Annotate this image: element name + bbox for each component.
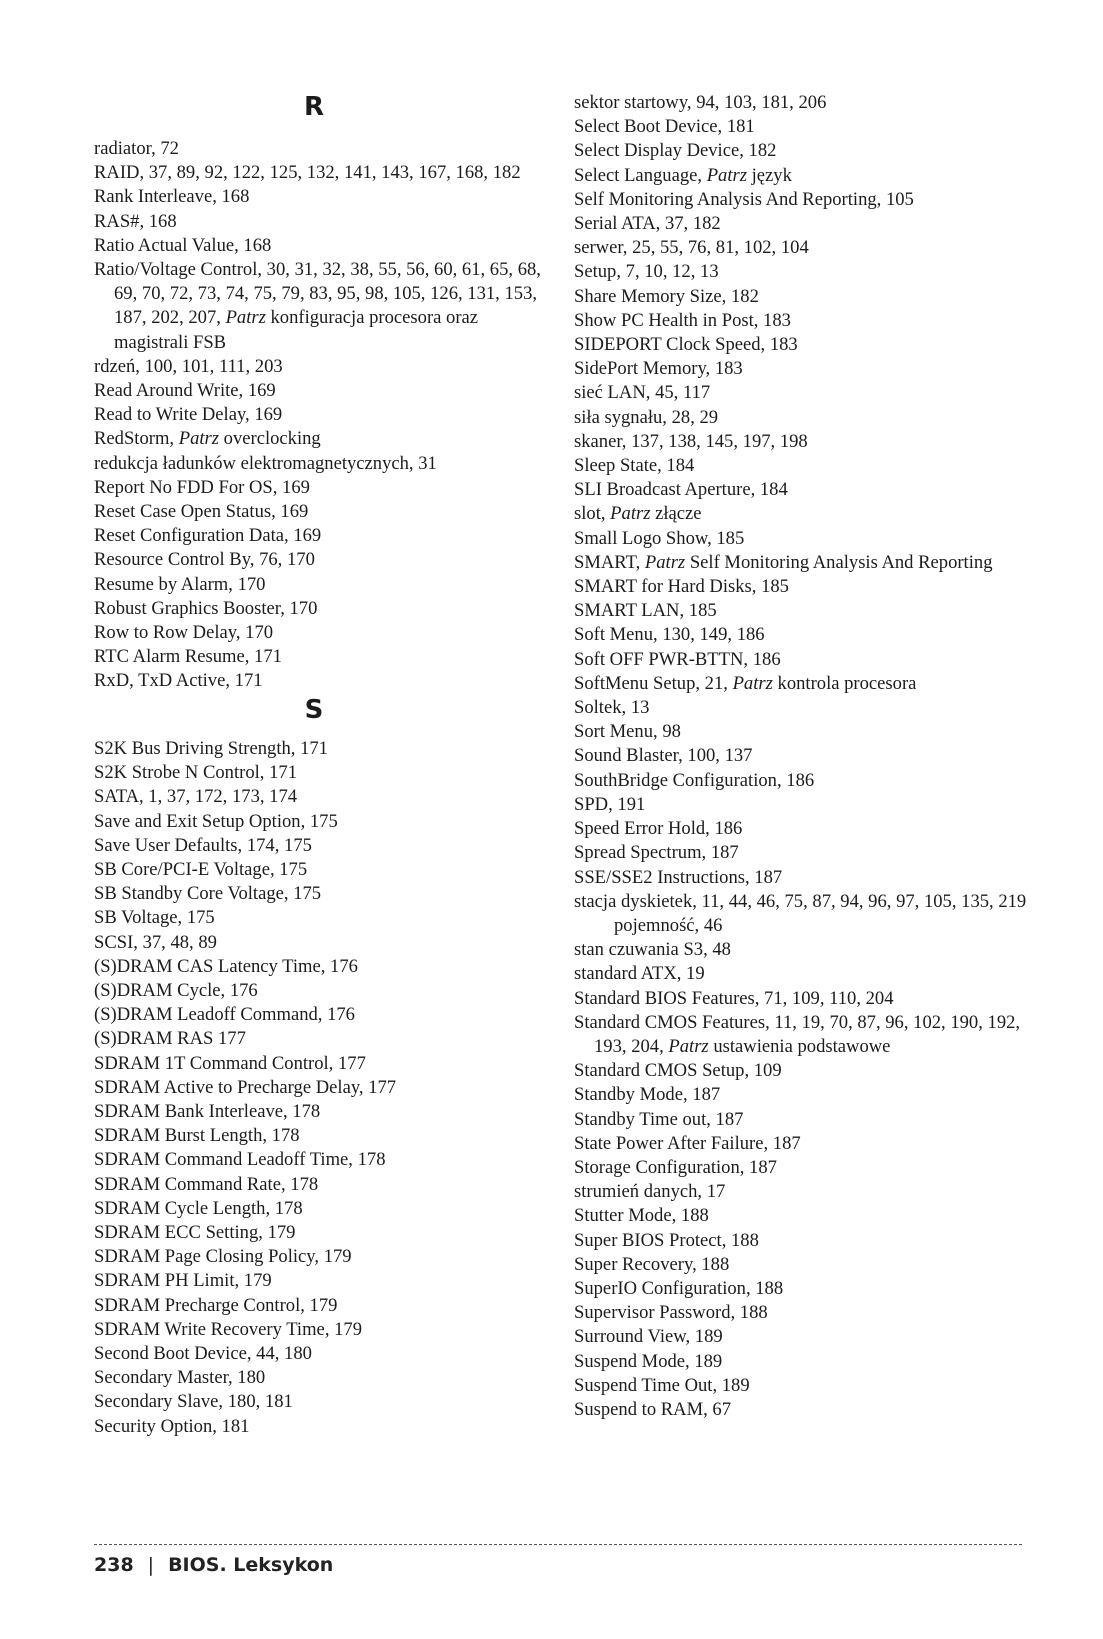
index-entry (94, 379, 544, 403)
index-subentry (574, 914, 1054, 938)
index-entry (574, 793, 1034, 817)
index-entry (94, 1197, 544, 1221)
index-entry (94, 645, 544, 669)
index-entry (94, 524, 544, 548)
index-entry (574, 454, 1034, 478)
entry-text: standard ATX, 19 (574, 963, 705, 985)
index-entry (574, 987, 1034, 1011)
entry-text: Suspend to RAM, 67 (574, 1398, 732, 1420)
index-entry (94, 1173, 544, 1197)
index-entry (94, 906, 544, 930)
entry-text: Sort Menu, 98 (574, 721, 681, 743)
entry-text: Super BIOS Protect, 188 (574, 1229, 759, 1251)
entry-text: Suspend Mode, 189 (574, 1350, 723, 1372)
index-entry (574, 938, 1034, 962)
index-entry (574, 1059, 1034, 1083)
index-entry (94, 1148, 544, 1172)
index-entry (574, 164, 1034, 188)
index-entry (574, 381, 1034, 405)
entry-text: SMART LAN, 185 (574, 600, 717, 622)
index-entry (94, 931, 544, 955)
see-target: język (746, 164, 792, 186)
index-entry (94, 597, 544, 621)
index-entry (94, 669, 544, 693)
entry-text: SMART for Hard Disks, 185 (574, 576, 789, 598)
index-entry (574, 527, 1034, 551)
index-entry (574, 599, 1034, 623)
entry-text: Show PC Health in Post, 183 (574, 309, 791, 331)
index-entry (574, 962, 1034, 986)
entry-text: radiator, 72 (94, 138, 179, 159)
index-entry (574, 575, 1034, 599)
entry-text: SDRAM Cycle Length, 178 (94, 1197, 303, 1219)
entry-text: SDRAM Precharge Control, 179 (94, 1294, 338, 1316)
entry-text: Save User Defaults, 174, 175 (94, 834, 312, 856)
see-reference: Patrz (610, 503, 651, 525)
index-entry (94, 1269, 544, 1293)
index-entry (574, 890, 1034, 914)
index-entry (94, 1100, 544, 1124)
entry-text: Small Logo Show, 185 (574, 527, 745, 549)
entry-text: (S)DRAM RAS 177 (94, 1028, 246, 1050)
footer-separator: | (147, 1554, 155, 1576)
index-entry (94, 737, 544, 761)
entry-text: Save and Exit Setup Option, 175 (94, 810, 338, 832)
index-entry (94, 785, 544, 809)
index-entry (94, 882, 544, 906)
index-entry (574, 1398, 1034, 1422)
index-entry (574, 1204, 1034, 1228)
index-entry (574, 139, 1034, 163)
index-entry (574, 1277, 1034, 1301)
index-entry (574, 1132, 1034, 1156)
entry-text: SDRAM Burst Length, 178 (94, 1125, 300, 1147)
index-entry (574, 672, 1034, 696)
entry-text: SDRAM ECC Setting, 179 (94, 1222, 296, 1244)
entry-text: Select Language, (574, 164, 707, 186)
index-entry (574, 1301, 1034, 1325)
see-reference: Patrz (178, 428, 220, 450)
index-entry (94, 1221, 544, 1245)
index-entry (94, 834, 544, 858)
entry-text: Suspend Time Out, 189 (574, 1374, 750, 1396)
entry-text: Share Memory Size, 182 (574, 285, 759, 307)
entry-text: S2K Strobe N Control, 171 (94, 762, 297, 784)
index-entry (94, 210, 544, 234)
entry-text: redukcja ładunków elektromagnetycznych, 31 (94, 452, 437, 474)
see-target: ustawienia podstawowe (708, 1035, 891, 1057)
entry-text: (S)DRAM Leadoff Command, 176 (94, 1004, 355, 1026)
index-entry (574, 478, 1034, 502)
index-entry (574, 866, 1034, 890)
entry-text: Sound Blaster, 100, 137 (574, 745, 753, 767)
index-entry (94, 1390, 544, 1414)
index-entry (94, 1318, 544, 1342)
index-entry (94, 403, 544, 427)
entry-text: siła sygnału, 28, 29 (574, 406, 719, 428)
entry-text: SCSI, 37, 48, 89 (94, 931, 217, 953)
section-heading-r: R (303, 92, 325, 122)
entry-text: Read to Write Delay, 169 (94, 404, 283, 426)
see-target: złącze (650, 503, 702, 525)
index-entry (94, 500, 544, 524)
index-entry (94, 621, 544, 645)
see-target: Self Monitoring Analysis And Reporting (685, 551, 993, 573)
index-entry (94, 258, 544, 355)
entry-text: Standby Mode, 187 (574, 1084, 721, 1106)
index-entry (94, 161, 544, 185)
entry-text: SDRAM Active to Precharge Delay, 177 (94, 1076, 397, 1098)
index-entry (94, 185, 544, 209)
index-entry (94, 1342, 544, 1366)
index-entry (94, 1124, 544, 1148)
index-entry (94, 1003, 544, 1027)
index-entry (94, 979, 544, 1003)
entry-text: Spread Spectrum, 187 (574, 842, 739, 864)
entry-text: Supervisor Password, 188 (574, 1302, 768, 1324)
see-reference: Patrz (225, 307, 266, 329)
entry-text: RAID, 37, 89, 92, 122, 125, 132, 141, 143, 167, 168, 182 (94, 162, 521, 184)
see-target: overclocking (219, 428, 321, 450)
entry-text: SidePort Memory, 183 (574, 358, 743, 380)
entry-text: slot, (574, 503, 611, 525)
entry-text: rdzeń, 100, 101, 111, 203 (94, 355, 283, 377)
entry-text: Sleep State, 184 (574, 455, 695, 477)
entry-text: (S)DRAM Cycle, 176 (94, 980, 258, 1002)
index-entry (94, 858, 544, 882)
entry-text: Secondary Slave, 180, 181 (94, 1391, 293, 1413)
entry-text: stacja dyskietek, 11, 44, 46, 75, 87, 94, 96, 97, 105, 135, 219 (574, 890, 1027, 912)
index-entry (574, 1156, 1034, 1180)
index-entry (94, 427, 544, 451)
entry-text: Super Recovery, 188 (574, 1253, 730, 1275)
entry-text: skaner, 137, 138, 145, 197, 198 (574, 430, 808, 452)
entry-text: SDRAM 1T Command Control, 177 (94, 1052, 366, 1074)
index-entry (94, 1076, 544, 1100)
page-footer (94, 1554, 333, 1576)
entry-text: Soft Menu, 130, 149, 186 (574, 624, 765, 646)
index-entry (574, 648, 1034, 672)
see-reference: Patrz (706, 164, 747, 186)
index-entry (574, 188, 1034, 212)
see-target: kontrola procesora (772, 672, 917, 694)
index-entry (574, 1108, 1034, 1132)
entry-text: SDRAM Command Rate, 178 (94, 1173, 319, 1195)
entry-text: Standby Time out, 187 (574, 1108, 744, 1130)
index-entry (574, 1083, 1034, 1107)
entry-text: Robust Graphics Booster, 170 (94, 597, 318, 619)
index-entry (94, 955, 544, 979)
entry-text: State Power After Failure, 187 (574, 1132, 801, 1154)
entry-text: SB Standby Core Voltage, 175 (94, 883, 322, 905)
index-entry (574, 817, 1034, 841)
index-entry (94, 452, 544, 476)
index-entry (574, 333, 1034, 357)
index-entry (94, 1294, 544, 1318)
see-target: konfiguracja procesora oraz magistrali FSB (114, 307, 479, 353)
index-entry (574, 212, 1034, 236)
index-entry (574, 236, 1034, 260)
entry-text: Ratio/Voltage Control, 30, 31, 32, 38, 55, 56, 60, 61, 65, 68, 69, 70, 72, 73, 74, 75, 79, 83, 95, 98, 105, 126, 131, 153, 187, 202, 207, (94, 259, 541, 329)
index-entry (94, 234, 544, 258)
index-entry (574, 430, 1034, 454)
entry-text: SB Voltage, 175 (94, 907, 215, 929)
section-heading-s: S (304, 695, 324, 725)
entry-text: SDRAM Page Closing Policy, 179 (94, 1246, 352, 1268)
entry-text: Serial ATA, 37, 182 (574, 213, 721, 235)
footer-rule (94, 1544, 1022, 1545)
entry-text: SPD, 191 (574, 793, 646, 815)
entry-text: Speed Error Hold, 186 (574, 818, 743, 840)
index-list-r (94, 137, 544, 694)
index-entry (574, 1374, 1034, 1398)
entry-text: Select Display Device, 182 (574, 140, 777, 162)
entry-text: Soft OFF PWR-BTTN, 186 (574, 648, 781, 670)
index-entry (574, 115, 1034, 139)
entry-text: RxD, TxD Active, 171 (94, 670, 263, 692)
index-entry (574, 309, 1034, 333)
index-entry (574, 720, 1034, 744)
entry-text: SATA, 1, 37, 172, 173, 174 (94, 786, 298, 808)
entry-text: SMART, (574, 551, 645, 573)
entry-text: SDRAM PH Limit, 179 (94, 1270, 272, 1292)
index-entry (574, 260, 1034, 284)
entry-text: Security Option, 181 (94, 1415, 250, 1437)
book-title: BIOS. Leksykon (168, 1554, 334, 1576)
index-entry (574, 841, 1034, 865)
index-entry (94, 810, 544, 834)
index-entry (94, 573, 544, 597)
entry-text: strumień danych, 17 (574, 1181, 726, 1203)
entry-text: Storage Configuration, 187 (574, 1156, 777, 1178)
entry-text: Rank Interleave, 168 (94, 186, 250, 208)
index-entry (574, 769, 1034, 793)
index-entry (94, 1052, 544, 1076)
index-entry (574, 1350, 1034, 1374)
index-entry (94, 761, 544, 785)
entry-text: Secondary Master, 180 (94, 1367, 266, 1389)
index-entry (574, 696, 1034, 720)
entry-text: Surround View, 189 (574, 1326, 723, 1348)
index-entry (94, 1027, 544, 1051)
entry-text: Self Monitoring Analysis And Reporting, 105 (574, 188, 914, 210)
entry-text: Report No FDD For OS, 169 (94, 476, 310, 498)
index-entry (574, 623, 1034, 647)
entry-text: sieć LAN, 45, 117 (574, 382, 711, 404)
entry-text: Reset Case Open Status, 169 (94, 501, 309, 523)
index-entry (574, 357, 1034, 381)
index-entry (574, 91, 1034, 115)
entry-text: SuperIO Configuration, 188 (574, 1277, 784, 1299)
entry-text: Standard BIOS Features, 71, 109, 110, 204 (574, 987, 894, 1009)
index-entry (574, 406, 1034, 430)
index-entry (574, 1011, 1034, 1059)
entry-text: sektor startowy, 94, 103, 181, 206 (574, 92, 827, 113)
index-entry (574, 1180, 1034, 1204)
entry-text: SIDEPORT Clock Speed, 183 (574, 334, 798, 356)
entry-text: (S)DRAM CAS Latency Time, 176 (94, 955, 358, 977)
entry-text: RAS#, 168 (94, 210, 177, 232)
index-entry (574, 1253, 1034, 1277)
index-list-s-continued (574, 91, 1044, 1422)
index-entry (574, 285, 1034, 309)
index-entry (94, 1245, 544, 1269)
index-entry (574, 1325, 1034, 1349)
index-entry (94, 355, 544, 379)
entry-text: RTC Alarm Resume, 171 (94, 646, 282, 668)
entry-text: Stutter Mode, 188 (574, 1205, 709, 1227)
entry-text: SDRAM Command Leadoff Time, 178 (94, 1149, 386, 1171)
index-entry (94, 476, 544, 500)
entry-text: Select Boot Device, 181 (574, 116, 755, 138)
entry-text: Ratio Actual Value, 168 (94, 234, 272, 256)
entry-text: serwer, 25, 55, 76, 81, 102, 104 (574, 237, 809, 259)
entry-text: Second Boot Device, 44, 180 (94, 1343, 312, 1365)
index-entry (94, 1415, 544, 1439)
entry-text: stan czuwania S3, 48 (574, 939, 731, 961)
entry-text: S2K Bus Driving Strength, 171 (94, 738, 328, 759)
entry-text: Read Around Write, 169 (94, 380, 276, 402)
entry-text: SSE/SSE2 Instructions, 187 (574, 866, 783, 888)
entry-text: Standard CMOS Features, 11, 19, 70, 87, 96, 102, 190, 192, 193, 204, (574, 1011, 1021, 1057)
entry-text: Reset Configuration Data, 169 (94, 525, 322, 547)
entry-text: Resource Control By, 76, 170 (94, 549, 315, 571)
entry-text: SB Core/PCI-E Voltage, 175 (94, 859, 308, 881)
entry-text: Row to Row Delay, 170 (94, 622, 274, 644)
entry-text: Resume by Alarm, 170 (94, 573, 266, 595)
index-entry (574, 551, 1034, 575)
see-reference: Patrz (644, 551, 686, 573)
see-reference: Patrz (668, 1035, 709, 1057)
entry-text: Standard CMOS Setup, 109 (574, 1060, 782, 1082)
index-entry (574, 744, 1034, 768)
index-entry (94, 548, 544, 572)
index-entry (94, 1366, 544, 1390)
entry-text: Soltek, 13 (574, 697, 650, 719)
index-list-s (94, 737, 544, 1439)
page-number: 238 (94, 1554, 134, 1576)
index-entry (94, 137, 544, 161)
see-reference: Patrz (732, 672, 773, 694)
entry-text: SLI Broadcast Aperture, 184 (574, 479, 788, 501)
index-entry (574, 1229, 1034, 1253)
entry-text: Setup, 7, 10, 12, 13 (574, 261, 719, 283)
entry-text: SouthBridge Configuration, 186 (574, 769, 815, 791)
entry-text: SDRAM Write Recovery Time, 179 (94, 1318, 363, 1340)
entry-text: pojemność, 46 (614, 914, 723, 936)
index-entry (574, 502, 1034, 526)
entry-text: RedStorm, (94, 428, 179, 450)
entry-text: SoftMenu Setup, 21, (574, 672, 733, 694)
entry-text: SDRAM Bank Interleave, 178 (94, 1101, 321, 1123)
